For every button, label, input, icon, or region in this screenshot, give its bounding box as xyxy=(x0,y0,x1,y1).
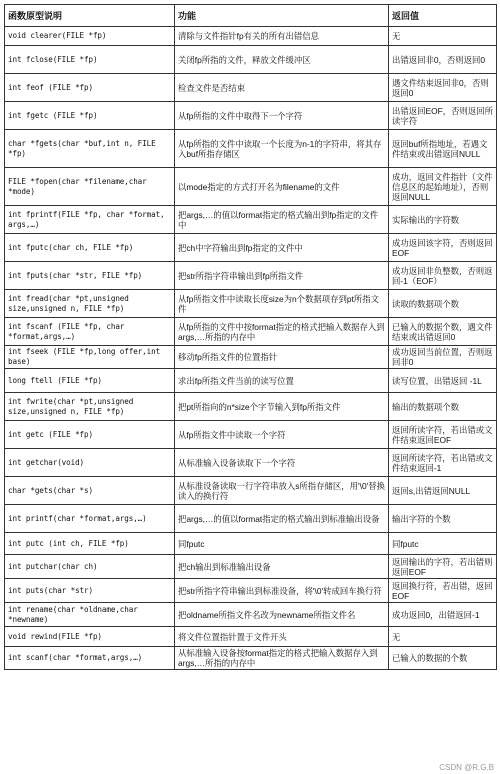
table-row xyxy=(5,555,497,579)
return-value-cell: 返回s,出错返回NULL xyxy=(389,477,497,505)
table-row xyxy=(5,168,497,206)
return-value-cell: 出错返回EOF，否则返回所读字符 xyxy=(389,102,497,130)
table-row xyxy=(5,477,497,505)
function-description-cell: 把ch输出到标准输出设备 xyxy=(175,555,389,579)
table-header-row xyxy=(5,5,497,27)
function-prototype-cell: char *gets(char *s) xyxy=(5,477,175,505)
return-value-cell: 同fputc xyxy=(389,533,497,555)
return-value-cell: 已输入的数据的个数 xyxy=(389,647,497,670)
return-value-cell: 返回所读字符，若出错或文件结束返回-1 xyxy=(389,449,497,477)
function-prototype-cell: int fprintf(FILE *fp, char *format, args,…) xyxy=(5,206,175,234)
table-row xyxy=(5,369,497,393)
table-row xyxy=(5,346,497,369)
function-description-cell: 求出fp所指文件当前的读写位置 xyxy=(175,369,389,393)
function-prototype-cell: int fputs(char *str, FILE *fp) xyxy=(5,262,175,290)
return-value-cell: 返回换行符，若出错，返回EOF xyxy=(389,579,497,603)
return-value-cell: 成功返回该字符，否则返回EOF xyxy=(389,234,497,262)
return-value-cell: 无 xyxy=(389,27,497,46)
table-row xyxy=(5,130,497,168)
function-description-cell: 把args,…的值以format指定的格式输出到标准输出设备 xyxy=(175,505,389,533)
function-prototype-cell: int putc (int ch, FILE *fp) xyxy=(5,533,175,555)
table-row xyxy=(5,579,497,603)
function-description-cell: 从标准设备读取一行字符串放入s所指存储区，用'\0'替换读入的换行符 xyxy=(175,477,389,505)
table-row xyxy=(5,647,497,670)
return-value-cell: 输出字符的个数 xyxy=(389,505,497,533)
function-description-cell: 从fp所指的文件中读取一个长度为n-1的字符串，将其存入buf所指存储区 xyxy=(175,130,389,168)
watermark: CSDN @R.G.B xyxy=(439,763,494,772)
function-prototype-cell: int putchar(char ch) xyxy=(5,555,175,579)
return-value-cell: 读写位置，出错返回 -1L xyxy=(389,369,497,393)
table-row xyxy=(5,393,497,421)
function-prototype-cell: long ftell (FILE *fp) xyxy=(5,369,175,393)
function-prototype-cell: char *fgets(char *buf,int n, FILE *fp) xyxy=(5,130,175,168)
table-row xyxy=(5,206,497,234)
function-description-cell: 关闭fp所指的文件，释放文件缓冲区 xyxy=(175,46,389,74)
function-prototype-cell: int fgetc (FILE *fp) xyxy=(5,102,175,130)
function-description-cell: 从fp所指的文件中取得下一个字符 xyxy=(175,102,389,130)
return-value-cell: 成功，返回文件指针（文件信息区的起始地址），否则返回NULL xyxy=(389,168,497,206)
return-value-cell: 输出的数据项个数 xyxy=(389,393,497,421)
function-description-cell: 把args,…的值以format指定的格式输出到fp指定的文件中 xyxy=(175,206,389,234)
header-prototype: 函数原型说明 xyxy=(5,5,175,27)
function-prototype-cell: int feof (FILE *fp) xyxy=(5,74,175,102)
function-description-cell: 同fputc xyxy=(175,533,389,555)
function-description-cell: 以mode指定的方式打开名为filename的文件 xyxy=(175,168,389,206)
return-value-cell: 出错返回非0，否则返回0 xyxy=(389,46,497,74)
return-value-cell: 返回所读字符，若出错或文件结束返回EOF xyxy=(389,421,497,449)
return-value-cell: 遇文件结束返回非0，否则返回0 xyxy=(389,74,497,102)
function-prototype-cell: FILE *fopen(char *filename,char *mode) xyxy=(5,168,175,206)
function-description-cell: 将文件位置指针置于文件开头 xyxy=(175,627,389,647)
function-description-cell: 移动fp所指文件的位置指针 xyxy=(175,346,389,369)
function-prototype-cell: void clearer(FILE *fp) xyxy=(5,27,175,46)
return-value-cell: 返回buf所指地址，若遇文件结束或出错返回NULL xyxy=(389,130,497,168)
return-value-cell: 已输入的数据个数，遇文件结束或出错返回0 xyxy=(389,318,497,346)
table-row xyxy=(5,505,497,533)
table-row xyxy=(5,421,497,449)
header-return: 返回值 xyxy=(389,5,497,27)
table-row xyxy=(5,46,497,74)
function-description-cell: 把oldname所指文件名改为newname所指文件名 xyxy=(175,603,389,627)
table-row xyxy=(5,627,497,647)
table-row xyxy=(5,27,497,46)
return-value-cell: 返回输出的字符，若出错则返回EOF xyxy=(389,555,497,579)
table-row xyxy=(5,262,497,290)
function-description-cell: 从fp所指文件中读取一个字符 xyxy=(175,421,389,449)
table-row xyxy=(5,74,497,102)
function-description-cell: 从标准输入设备读取下一个字符 xyxy=(175,449,389,477)
function-prototype-cell: int fread(char *pt,unsigned size,unsigned n, FILE *fp) xyxy=(5,290,175,318)
table-row xyxy=(5,603,497,627)
function-description-cell: 从fp所指文件中读取长度size为n个数据项存到pt所指文件 xyxy=(175,290,389,318)
return-value-cell: 无 xyxy=(389,627,497,647)
function-prototype-cell: int puts(char *str) xyxy=(5,579,175,603)
return-value-cell: 成功返回非负整数，否则返回-1（EOF） xyxy=(389,262,497,290)
function-description-cell: 把str所指字符串输出到fp所指文件 xyxy=(175,262,389,290)
table-row xyxy=(5,290,497,318)
function-description-cell: 检查文件是否结束 xyxy=(175,74,389,102)
function-prototype-cell: int fscanf (FILE *fp, char *format,args,…) xyxy=(5,318,175,346)
function-prototype-cell: void rewind(FILE *fp) xyxy=(5,627,175,647)
function-description-cell: 清除与文件指针fp有关的所有出错信息 xyxy=(175,27,389,46)
function-prototype-cell: int printf(char *format,args,…) xyxy=(5,505,175,533)
function-prototype-cell: int getchar(void) xyxy=(5,449,175,477)
table-row xyxy=(5,318,497,346)
function-prototype-cell: int fputc(char ch, FILE *fp) xyxy=(5,234,175,262)
function-prototype-cell: int rename(char *oldname,char *newname) xyxy=(5,603,175,627)
function-prototype-cell: int fwrite(char *pt,unsigned size,unsigned n, FILE *fp) xyxy=(5,393,175,421)
function-description-cell: 把str所指字符串输出到标准设备，将'\0'转成回车换行符 xyxy=(175,579,389,603)
function-prototype-cell: int fclose(FILE *fp) xyxy=(5,46,175,74)
return-value-cell: 成功返回0，出错返回-1 xyxy=(389,603,497,627)
function-description-cell: 从标准输入设备按format指定的格式把输入数据存入到args,…所指的内存中 xyxy=(175,647,389,670)
function-prototype-cell: int fseek (FILE *fp,long offer,int base) xyxy=(5,346,175,369)
return-value-cell: 成功返回当前位置，否则返回非0 xyxy=(389,346,497,369)
function-description-cell: 把ch中字符输出到fp指定的文件中 xyxy=(175,234,389,262)
table-row xyxy=(5,102,497,130)
function-description-cell: 把pt所指向的n*size个字节输入到fp所指文件 xyxy=(175,393,389,421)
table-row xyxy=(5,449,497,477)
table-row xyxy=(5,234,497,262)
c-file-functions-table xyxy=(4,4,497,670)
table-row xyxy=(5,533,497,555)
return-value-cell: 读取的数据项个数 xyxy=(389,290,497,318)
return-value-cell: 实际输出的字符数 xyxy=(389,206,497,234)
function-prototype-cell: int scanf(char *format,args,…) xyxy=(5,647,175,670)
function-description-cell: 从fp所指的文件中按format指定的格式把输入数据存入到args,…所指的内存中 xyxy=(175,318,389,346)
function-prototype-cell: int getc (FILE *fp) xyxy=(5,421,175,449)
header-function: 功能 xyxy=(175,5,389,27)
